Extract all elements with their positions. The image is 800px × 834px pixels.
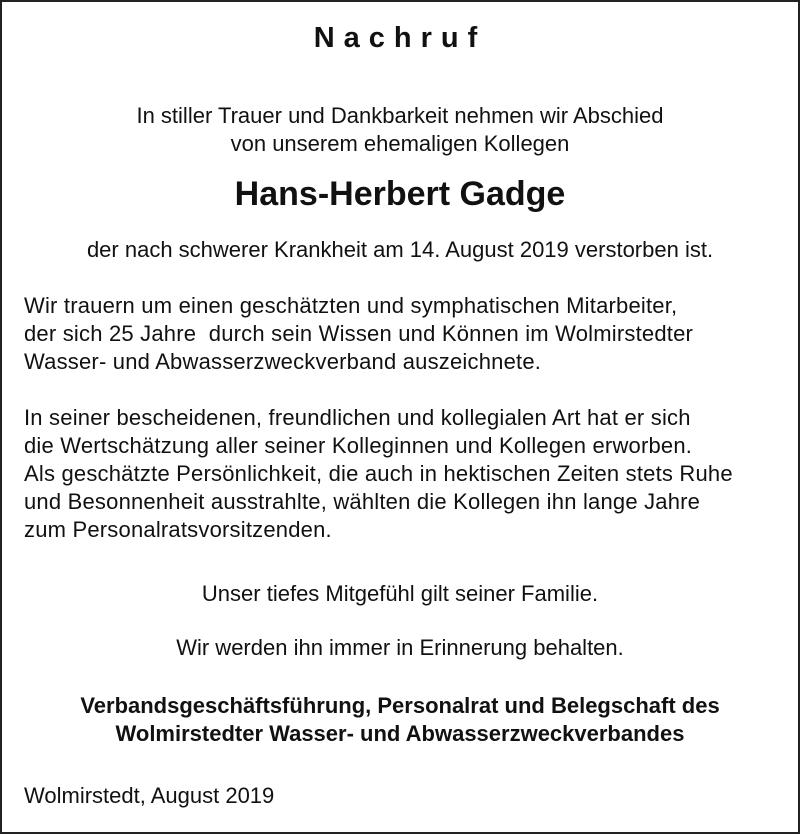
paragraph-line: und Besonnenheit ausstrahlte, wählten die Kollegen ihn lange Jahre: [24, 489, 701, 514]
tribute-paragraph-1: [24, 292, 776, 376]
signature-line: Verbandsgeschäftsführung, Personalrat und Belegschaft des: [80, 693, 720, 718]
death-statement: der nach schwerer Krankheit am 14. August 2019 verstorben ist.: [86, 237, 714, 262]
condolence-text: Unser tiefes Mitgefühl gilt seiner Familie.: [201, 581, 599, 606]
signature-line: Wolmirstedter Wasser- und Abwasserzweckverbandes: [115, 721, 685, 746]
tribute-paragraph-2: [24, 404, 776, 544]
paragraph-line: zum Personalratsvorsitzenden.: [24, 517, 332, 542]
paragraph-line: der sich 25 Jahre durch sein Wissen und Können im Wolmirstedter: [24, 321, 694, 346]
intro-line: In stiller Trauer und Dankbarkeit nehmen wir Abschied: [136, 103, 664, 128]
intro-text: [24, 102, 776, 158]
paragraph-line: Als geschätzte Persönlichkeit, die auch in hektischen Zeiten stets Ruhe: [24, 461, 733, 486]
memory-text: Wir werden ihn immer in Erinnerung behalten.: [176, 635, 624, 660]
signature-block: [24, 692, 776, 748]
deceased-name: Hans-Herbert Gadge: [234, 175, 566, 213]
paragraph-line: In seiner bescheidenen, freundlichen und kollegialen Art hat er sich: [24, 405, 691, 430]
notice-title: Nachruf: [313, 22, 487, 54]
place-and-date: Wolmirstedt, August 2019: [24, 783, 275, 808]
paragraph-line: Wir trauern um einen geschätzten und symphatischen Mitarbeiter,: [24, 293, 678, 318]
intro-line: von unserem ehemaligen Kollegen: [230, 131, 570, 156]
paragraph-line: die Wertschätzung aller seiner Kolleginnen und Kollegen erworben.: [24, 433, 693, 458]
paragraph-line: Wasser- und Abwasserzweckverband auszeichnete.: [24, 349, 542, 374]
